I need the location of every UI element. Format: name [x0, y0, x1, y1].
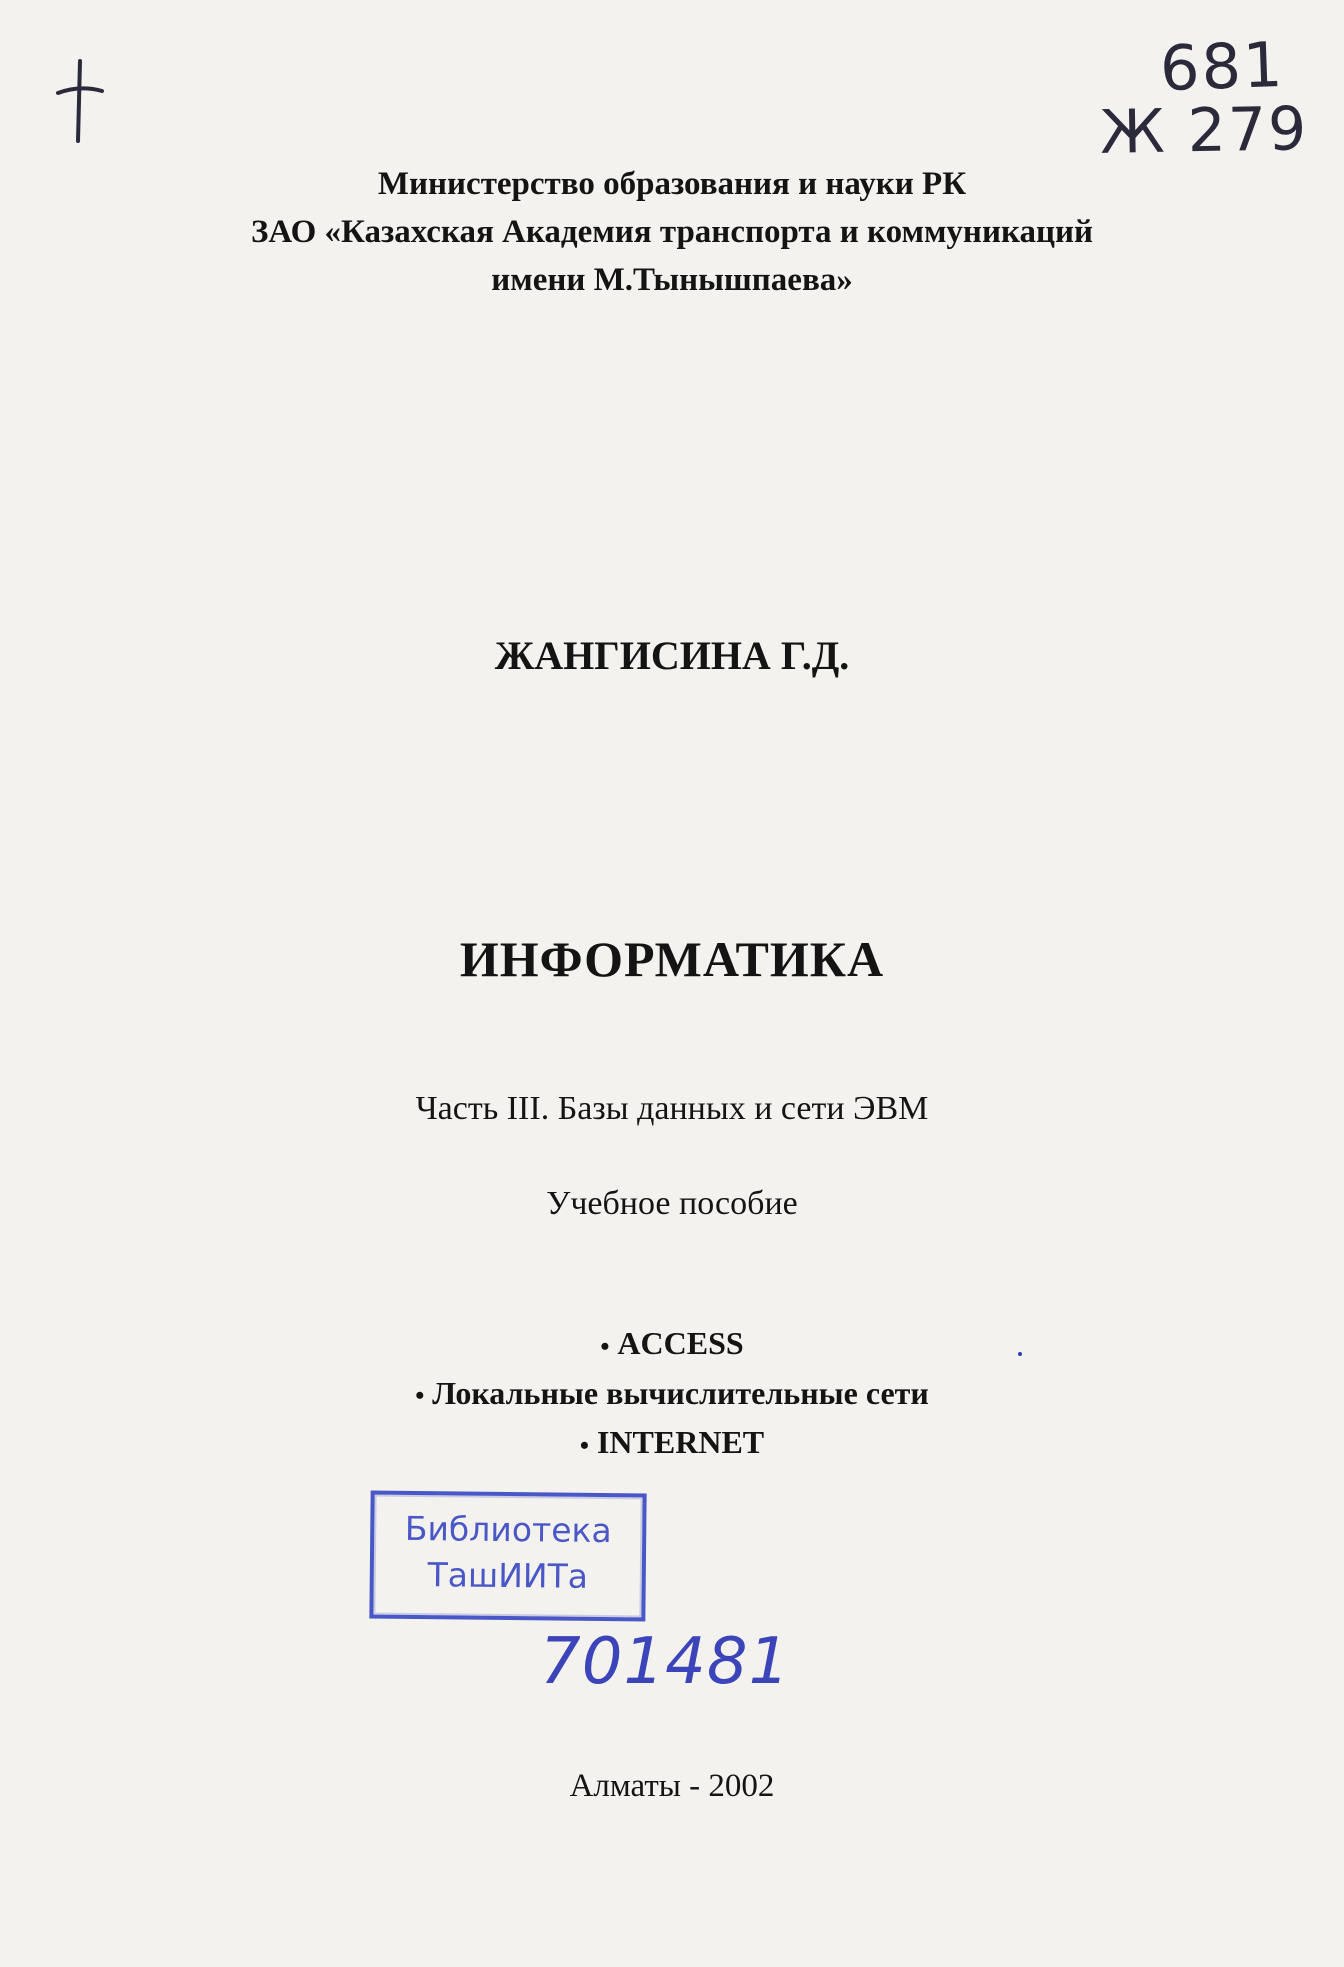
- ink-speck: [1018, 1352, 1022, 1356]
- handwritten-catalog-number: 681: [1158, 27, 1286, 106]
- book-title: ИНФОРМАТИКА: [459, 931, 885, 987]
- academy-name-line: имени М.Тынышпаева»: [491, 262, 853, 298]
- academy-line: ЗАО «Казахская Академия транспорта и коммуникаций: [250, 214, 1094, 250]
- topic-internet: INTERNET: [596, 1424, 765, 1461]
- list-item: [0, 1370, 1344, 1420]
- list-item: [0, 1320, 1344, 1370]
- stamp-line-institute: ТашИИТа: [427, 1555, 589, 1596]
- publication-kind: Учебное пособие: [546, 1185, 798, 1222]
- publisher-header: [0, 160, 1344, 304]
- city-year: Алматы - 2002: [569, 1768, 775, 1804]
- topics-list: [0, 1320, 1344, 1469]
- ministry-line: Министерство образования и науки РК: [377, 166, 967, 202]
- stamp-line-library: Библиотека: [404, 1508, 612, 1551]
- part-subtitle: Часть III. Базы данных и сети ЭВМ: [415, 1090, 929, 1127]
- inventory-number: 701481: [540, 1625, 791, 1699]
- handwritten-catalog-code: Ж 279: [1099, 94, 1309, 168]
- topic-lan: Локальные вычислительные сети: [432, 1374, 929, 1411]
- bullet-icon: •: [579, 1430, 589, 1460]
- bullet-icon: •: [415, 1381, 425, 1411]
- topic-access: ACCESS: [617, 1325, 744, 1361]
- library-stamp: [369, 1491, 646, 1622]
- author-name: ЖАНГИСИНА Г.Д.: [494, 633, 850, 678]
- list-item: [0, 1419, 1344, 1469]
- handwritten-cross-mark: [50, 55, 110, 145]
- bullet-icon: •: [600, 1331, 610, 1361]
